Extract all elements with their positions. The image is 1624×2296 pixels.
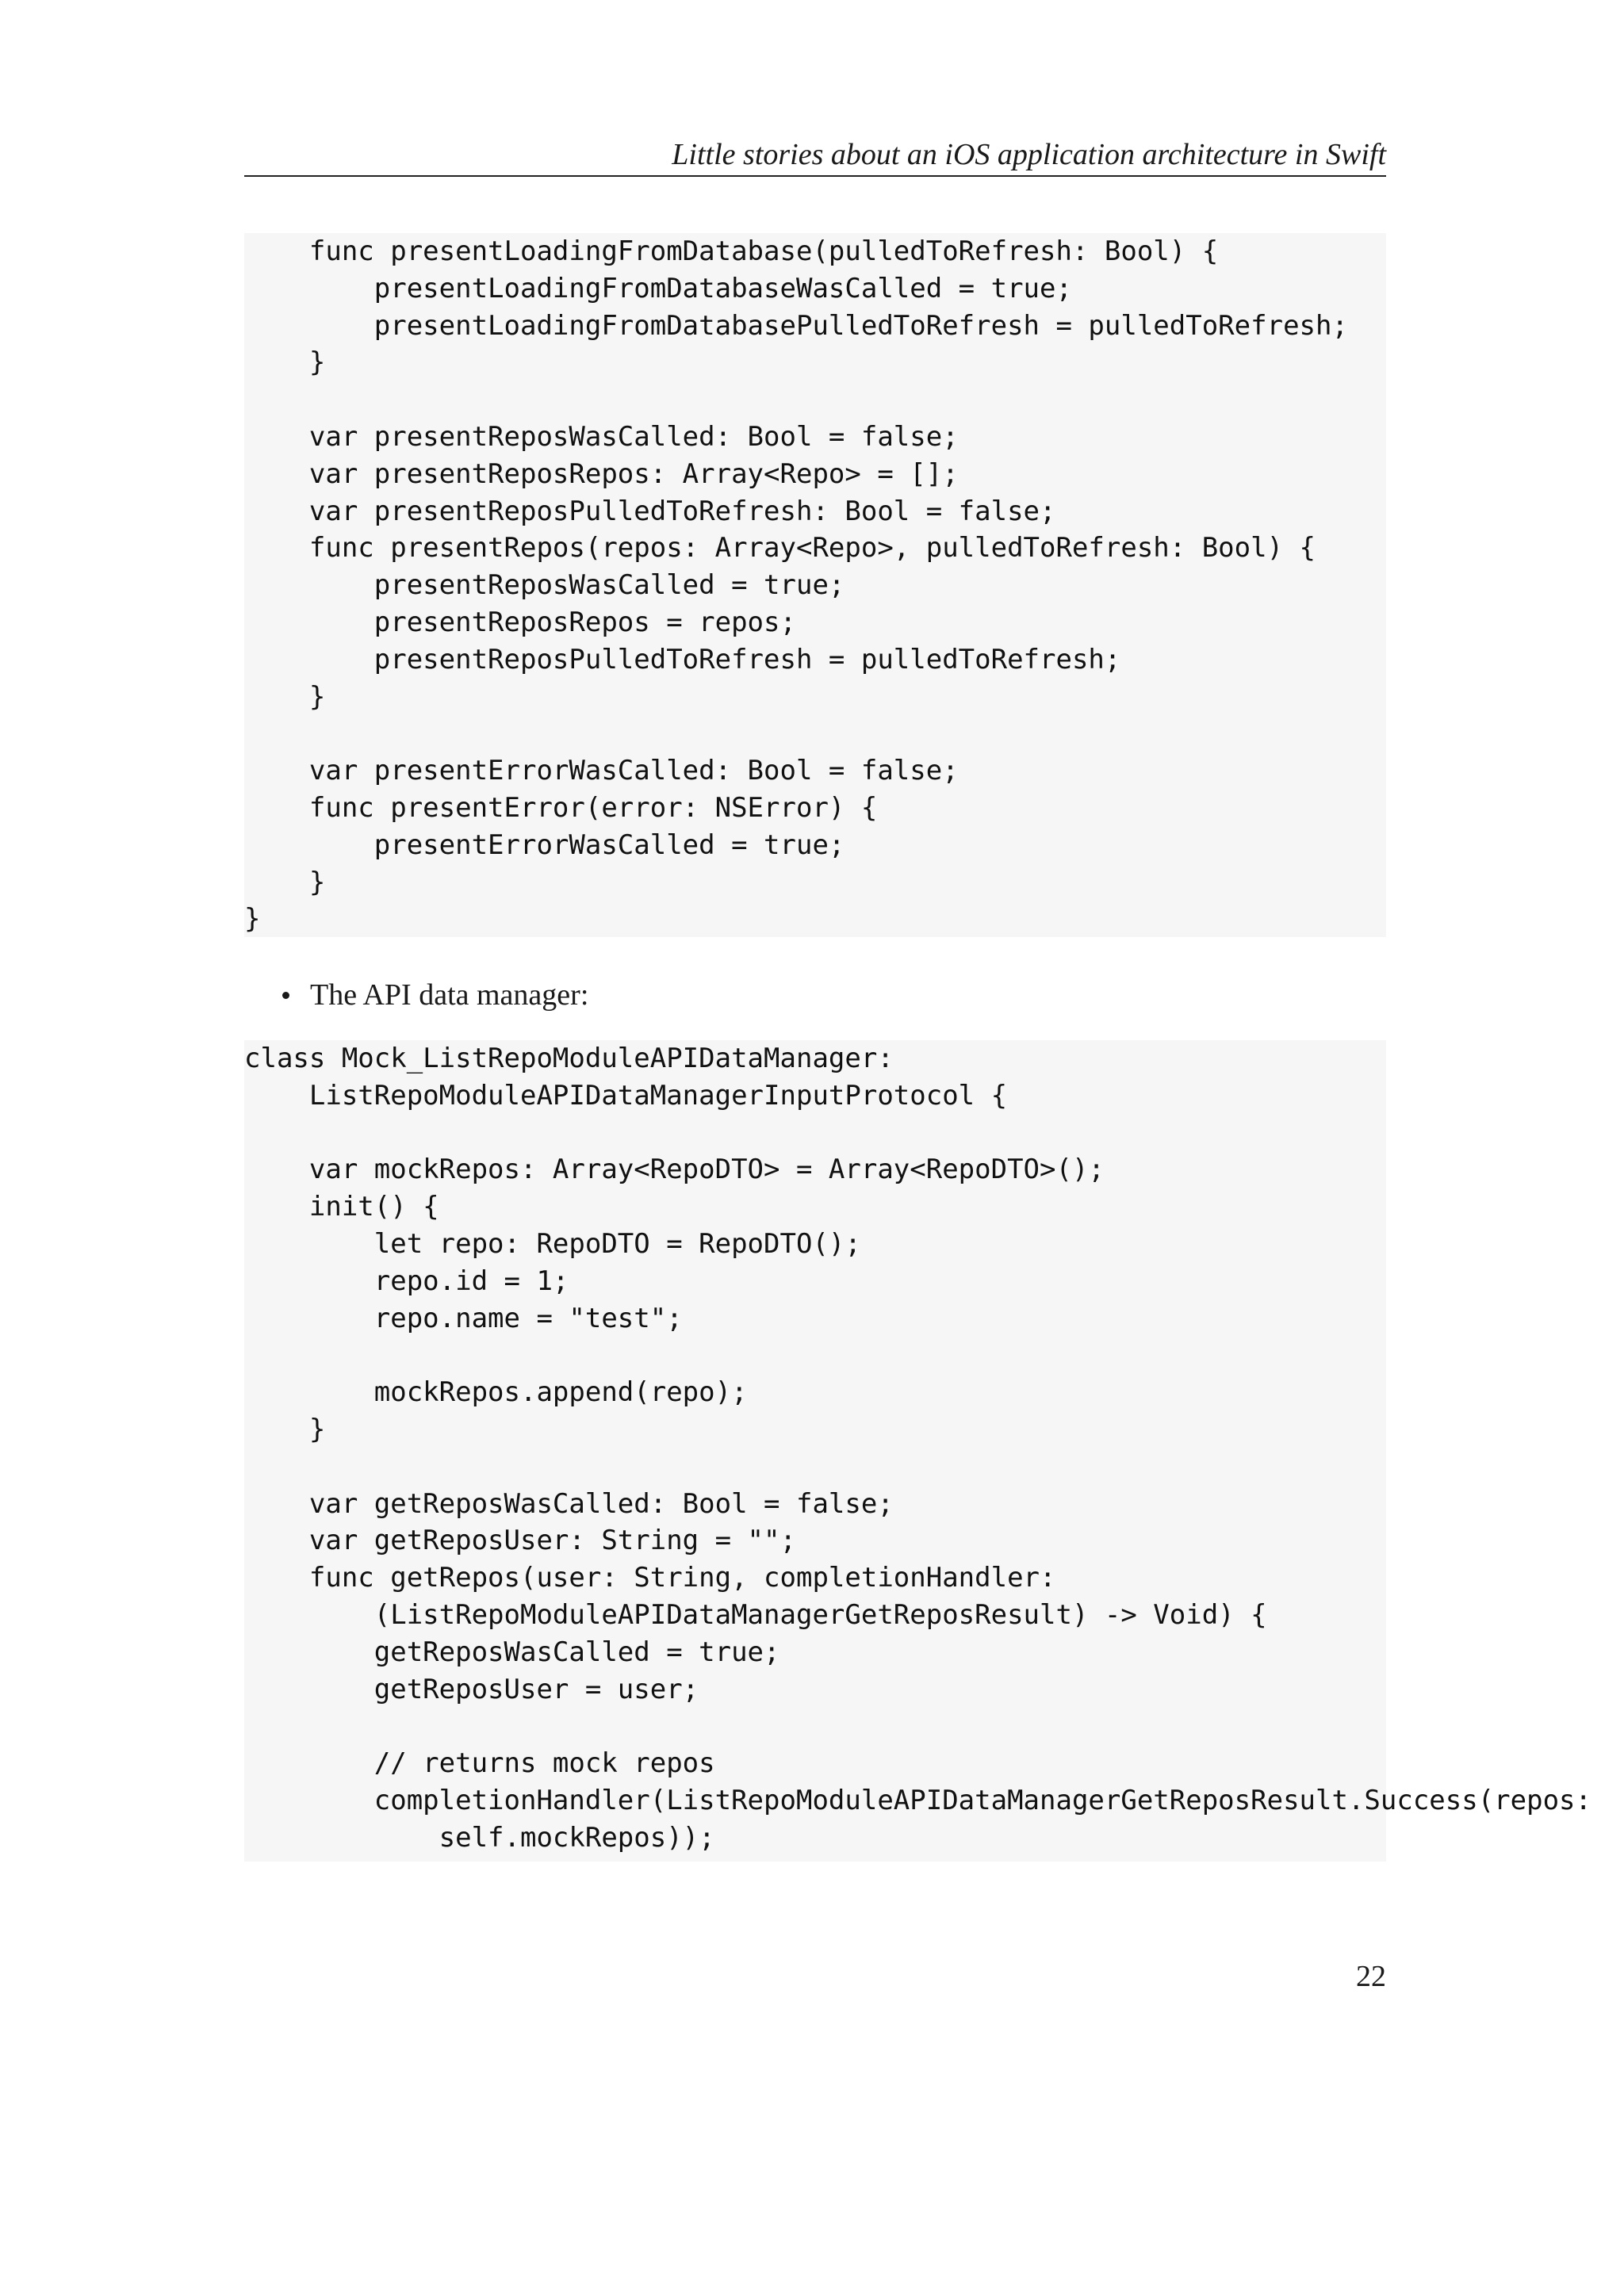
code-line: init() { (244, 1191, 439, 1223)
code-line: repo.id = 1; (244, 1265, 569, 1297)
code-line: presentReposWasCalled = true; (244, 569, 845, 602)
code-line: // returns mock repos (244, 1747, 715, 1780)
code-line: class Mock_ListRepoModuleAPIDataManager: (244, 1043, 894, 1074)
code-line (244, 1448, 1386, 1486)
code-line: func presentError(error: NSError) { (244, 791, 878, 824)
code-line: func presentRepos(repos: Array<Repo>, pulledToRefresh: Bool) { (244, 532, 1316, 564)
code-line: repo.name = "test"; (244, 1302, 683, 1334)
code-line (244, 715, 1386, 752)
code-line: presentLoadingFromDatabasePulledToRefresh = pulledToRefresh; (244, 309, 1348, 342)
code-line: presentReposPulledToRefresh = pulledToRefresh; (244, 643, 1121, 675)
code-line: presentErrorWasCalled = true; (244, 828, 845, 861)
code-line: } (244, 680, 326, 713)
code-line (244, 381, 1386, 419)
page-number: 22 (1356, 1960, 1386, 1993)
code-line: var mockRepos: Array<RepoDTO> = Array<RepoDTO>(); (244, 1154, 1105, 1186)
code-block-presenter-mock (244, 233, 1386, 937)
header-rule (244, 175, 1386, 177)
code-line: ListRepoModuleAPIDataManagerInputProtocol { (244, 1079, 1008, 1112)
code-listing (244, 1040, 1591, 1857)
code-line: } (244, 866, 326, 898)
code-line: var presentReposPulledToRefresh: Bool = false; (244, 495, 1056, 527)
bullet-icon (282, 992, 289, 999)
code-line: func getRepos(user: String, completionHandler: (244, 1562, 1056, 1594)
code-line: var presentErrorWasCalled: Bool = false; (244, 755, 959, 787)
bullet-text: The API data manager: (310, 978, 589, 1012)
code-line: var presentReposRepos: Array<Repo> = []; (244, 457, 959, 490)
code-listing (244, 233, 1386, 938)
code-line: getReposWasCalled = true; (244, 1636, 780, 1668)
code-line (244, 1115, 1386, 1152)
code-line: completionHandler(ListRepoModuleAPIDataManagerGetReposResult.Success(repos: (244, 1784, 1591, 1816)
code-line: var presentReposWasCalled: Bool = false; (244, 420, 959, 453)
code-line: getReposUser = user; (244, 1673, 699, 1705)
code-line: var getReposWasCalled: Bool = false; (244, 1487, 894, 1520)
code-line: } (244, 1413, 326, 1445)
code-line: (ListRepoModuleAPIDataManagerGetReposResult) -> Void) { (244, 1598, 1267, 1631)
code-line: } (244, 346, 326, 379)
code-line: } (244, 903, 261, 936)
code-block-api-data-manager-mock (244, 1040, 1591, 1862)
code-line: func presentLoadingFromDatabase(pulledToRefresh: Bool) { (244, 235, 1219, 267)
code-line: mockRepos.append(repo); (244, 1376, 748, 1409)
code-line: presentReposRepos = repos; (244, 606, 796, 638)
bullet-list-item (282, 975, 588, 1015)
running-header: Little stories about an iOS application architecture in Swift (672, 138, 1386, 171)
code-line: var getReposUser: String = ""; (244, 1525, 796, 1557)
code-line: self.mockRepos)); (244, 1821, 715, 1854)
code-line (244, 1337, 1386, 1374)
code-line: let repo: RepoDTO = RepoDTO(); (244, 1227, 861, 1260)
code-line: presentLoadingFromDatabaseWasCalled = true; (244, 272, 1072, 304)
code-line (244, 1708, 1386, 1745)
